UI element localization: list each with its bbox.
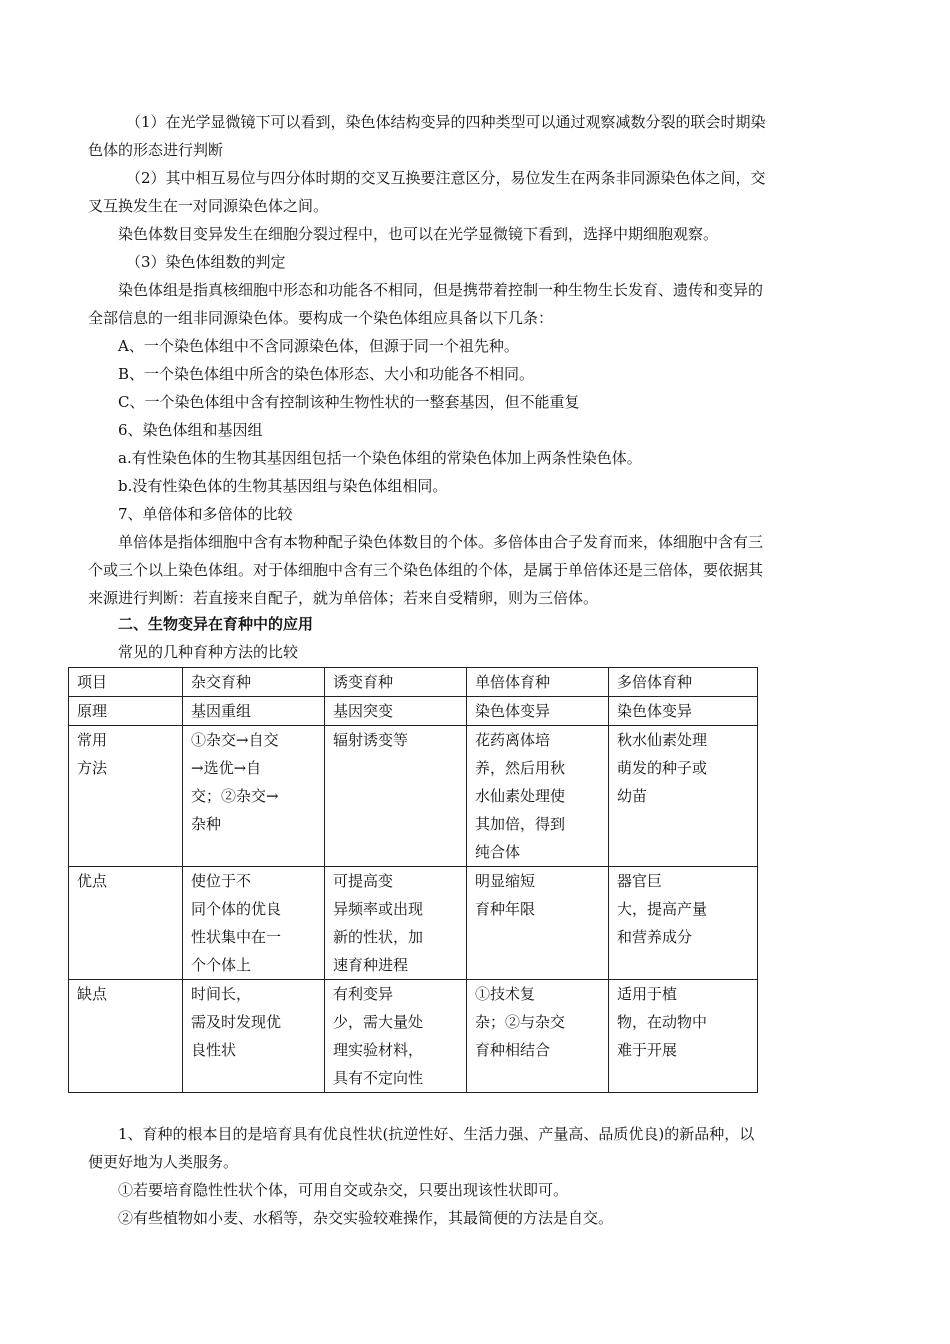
table-cell: 常用 方法: [69, 726, 183, 867]
paragraph-line: （1）在光学显微镜下可以看到，染色体结构变异的四种类型可以通过观察减数分裂的联会时期染: [126, 113, 766, 131]
table-cell: 适用于植 物，在动物中 难于开展: [609, 980, 758, 1093]
paragraph-line: B、一个染色体组中所含的染色体形态、大小和功能各不相同。: [118, 365, 535, 383]
paragraph-line: 7、单倍体和多倍体的比较: [118, 505, 293, 523]
table-cell: 诱变育种: [325, 668, 467, 697]
table-cell: 明显缩短 育种年限: [467, 867, 609, 980]
paragraph-line: 色体的形态进行判断: [88, 141, 224, 159]
table-cell: 多倍体育种: [609, 668, 758, 697]
table-cell: 缺点: [69, 980, 183, 1093]
table-cell: 染色体变异: [467, 697, 609, 726]
paragraph-line: 来源进行判断：若直接来自配子，就为单倍体；若来自受精卵，则为三倍体。: [88, 589, 599, 607]
table-cell: 花药离体培 养，然后用秋 水仙素处理使 其加倍，得到 纯合体: [467, 726, 609, 867]
table-row: [69, 697, 758, 726]
table-caption: 常见的几种育种方法的比较: [118, 643, 299, 661]
table-row: [69, 980, 758, 1093]
paragraph-line: A、一个染色体组中不含同源染色体，但源于同一个祖先种。: [118, 337, 519, 355]
table-cell: 基因重组: [183, 697, 325, 726]
paragraph-line: C、一个染色体组中含有控制该种生物性状的一整套基因，但不能重复: [118, 393, 580, 411]
paragraph-line: 1、育种的根本目的是培育具有优良性状(抗逆性好、生活力强、产量高、品质优良)的新品种，以: [118, 1125, 755, 1143]
table-cell: 杂交育种: [183, 668, 325, 697]
table-cell: 有利变异 少，需大量处 理实验材料， 具有不定向性: [325, 980, 467, 1093]
paragraph-line: （3）染色体组数的判定: [126, 253, 286, 271]
paragraph-line: 单倍体是指体细胞中含有本物种配子染色体数目的个体。多倍体由合子发育而来，体细胞中含有三: [118, 533, 764, 551]
table-cell: 使位于不 同个体的优良 性状集中在一 个个体上: [183, 867, 325, 980]
paragraph-line: a.有性染色体的生物其基因组包括一个染色体组的常染色体加上两条性染色体。: [118, 449, 642, 467]
paragraph-line: 叉互换发生在一对同源染色体之间。: [88, 197, 329, 215]
paragraph-line: 便更好地为人类服务。: [88, 1153, 239, 1171]
breeding-comparison-table: [68, 667, 758, 1093]
table-cell: 项目: [69, 668, 183, 697]
paragraph-line: ②有些植物如小麦、水稻等，杂交实验较难操作，其最简便的方法是自交。: [118, 1209, 614, 1227]
paragraph-line: 染色体数目变异发生在细胞分裂过程中，也可以在光学显微镜下看到，选择中期细胞观察。: [118, 225, 719, 243]
table-cell: 时间长， 需及时发现优 良性状: [183, 980, 325, 1093]
table-header-row: [69, 668, 758, 697]
table-cell: ①技术复 杂；②与杂交 育种相结合: [467, 980, 609, 1093]
table-row: [69, 867, 758, 980]
paragraph-line: b.没有性染色体的生物其基因组与染色体组相同。: [118, 477, 448, 495]
paragraph-line: 6、染色体组和基因组: [118, 421, 263, 439]
table-cell: 优点: [69, 867, 183, 980]
paragraph-line: ①若要培育隐性性状个体，可用自交或杂交，只要出现该性状即可。: [118, 1181, 569, 1199]
table-cell: 秋水仙素处理 萌发的种子或 幼苗: [609, 726, 758, 867]
table-cell: 单倍体育种: [467, 668, 609, 697]
table-cell: 辐射诱变等: [325, 726, 467, 867]
table-cell: 原理: [69, 697, 183, 726]
table-row: [69, 726, 758, 867]
section-heading: 二、生物变异在育种中的应用: [118, 615, 314, 633]
table-cell: ①杂交→自交 →选优→自 交；②杂交→ 杂种: [183, 726, 325, 867]
table-cell: 染色体变异: [609, 697, 758, 726]
paragraph-line: 个或三个以上染色体组。对于体细胞中含有三个染色体组的个体，是属于单倍体还是三倍体，要依据其: [88, 561, 764, 579]
paragraph-line: 染色体组是指真核细胞中形态和功能各不相同，但是携带着控制一种生物生长发育、遗传和变异的: [118, 281, 764, 299]
table-cell: 器官巨 大，提高产量 和营养成分: [609, 867, 758, 980]
paragraph-line: （2）其中相互易位与四分体时期的交叉互换要注意区分，易位发生在两条非同源染色体之间，交: [126, 169, 766, 187]
table-cell: 可提高变 异频率或出现 新的性状，加 速育种进程: [325, 867, 467, 980]
paragraph-line: 全部信息的一组非同源染色体。要构成一个染色体组应具备以下几条：: [88, 309, 554, 327]
table-cell: 基因突变: [325, 697, 467, 726]
